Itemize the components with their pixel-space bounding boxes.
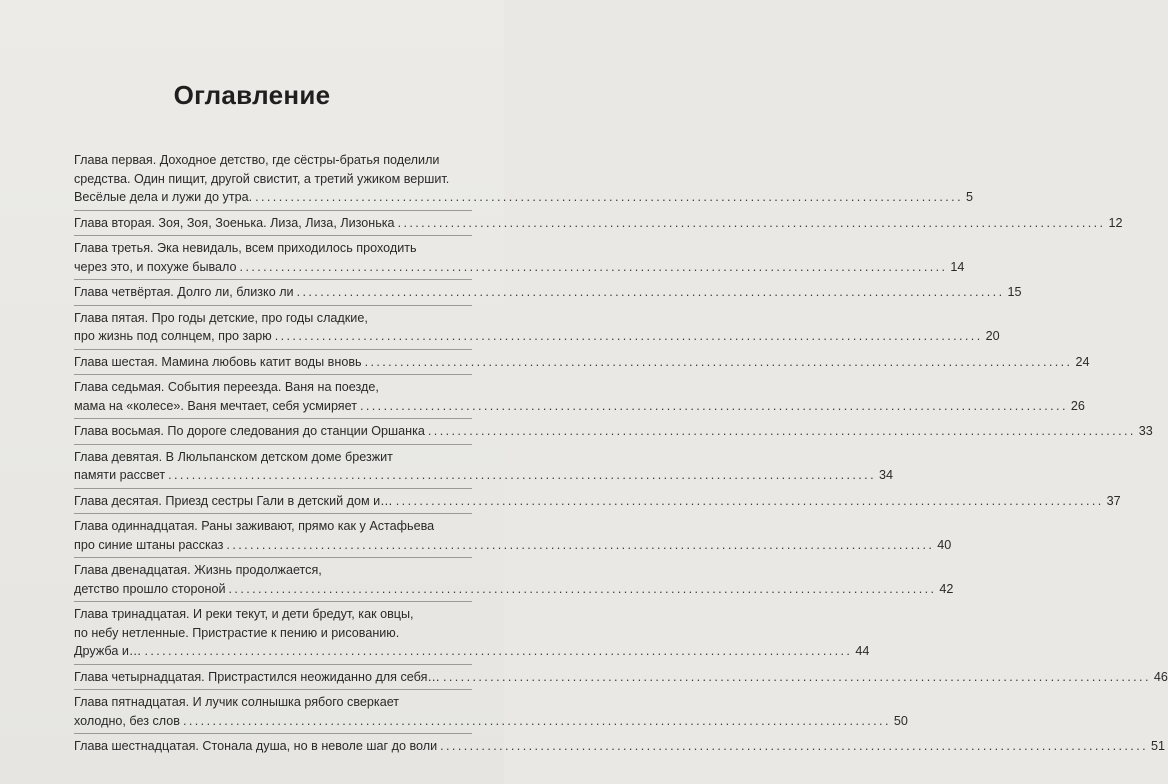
toc-entry-title: детство прошло стороной — [74, 581, 226, 596]
toc-page-number: 24 — [1075, 354, 1090, 369]
page-title: Оглавление — [173, 80, 331, 110]
toc-entry — [74, 445, 893, 489]
toc-entry-last-line — [74, 397, 1085, 416]
toc-entry-line: Глава пятнадцатая. И лучик солнышка рябого сверкает — [74, 695, 400, 709]
toc-entry-title: Дружба и… — [74, 644, 142, 658]
toc-entry-title: Глава четвёртая. Долго ли, близко ли — [74, 285, 294, 299]
toc-entry-last-line — [74, 214, 1123, 233]
toc-page-number: 40 — [937, 537, 952, 552]
toc-entry-last-line — [74, 536, 952, 555]
toc-entry-line: Глава двенадцатая. Жизнь продолжается, — [74, 563, 322, 577]
toc-entry-last-line — [74, 188, 973, 207]
dot-leader: ........................................................................................................................ — [144, 644, 853, 658]
dot-leader: ........................................................................................................................ — [296, 285, 1005, 299]
toc-page-number: 44 — [855, 644, 870, 658]
toc-entry — [74, 211, 1123, 237]
toc-entry-title: мама на «колесе». Ваня мечтает, себя усмиряет — [74, 398, 357, 413]
toc-page-number: 34 — [878, 468, 893, 482]
dot-leader: ........................................................................................................................ — [239, 259, 948, 274]
toc-entry — [74, 306, 1000, 350]
toc-entry-title: про синие штаны рассказ — [74, 537, 224, 552]
dot-leader: ........................................................................................................................ — [359, 398, 1068, 413]
toc-entry-title: Весёлые дела и лужи до утра. — [74, 190, 253, 204]
toc-entry-last-line — [74, 283, 1022, 302]
toc-entry-title: холодно, без слов — [74, 713, 180, 728]
toc-entry-title: про жизнь под солнцем, про зарю — [74, 329, 272, 343]
dot-leader: ........................................................................................................................ — [226, 537, 935, 552]
dot-leader: ........................................................................................................................ — [427, 424, 1136, 438]
toc-entry-title: Глава четырнадцатая. Пристрастился неожиданно для себя… — [74, 669, 440, 684]
toc-entry-last-line — [74, 466, 893, 485]
toc-entry-last-line — [74, 258, 965, 277]
toc-page-number: 26 — [1070, 398, 1085, 413]
toc-entry-line: Глава тринадцатая. И реки текут, и дети бредут, как овцы, — [74, 607, 414, 621]
toc-entry-line: Глава первая. Доходное детство, где сёстры-братья поделили — [74, 153, 440, 167]
toc-entry — [74, 350, 1090, 376]
toc-page-number: 33 — [1138, 424, 1153, 438]
toc-entry — [74, 236, 965, 280]
toc-entry-line: Глава третья. Эка невидаль, всем приходилось проходить — [74, 241, 417, 255]
toc-entry-last-line — [74, 422, 1153, 441]
dot-leader: ........................................................................................................................ — [395, 493, 1104, 508]
toc-entry — [74, 602, 870, 665]
toc-page-number: 14 — [950, 259, 965, 274]
table-of-contents — [74, 148, 1168, 759]
toc-page-number: 46 — [1153, 669, 1168, 684]
toc-entry-line: по небу нетленные. Пристрастие к пению и рисованию. — [74, 625, 400, 640]
dot-leader: ........................................................................................................................ — [274, 329, 983, 343]
toc-page-number: 42 — [939, 581, 954, 596]
toc-entry-last-line — [74, 737, 1166, 756]
dot-leader: ........................................................................................................................ — [182, 713, 891, 728]
dot-leader: ........................................................................................................................ — [228, 581, 937, 596]
toc-entry-line: Глава девятая. В Люльпанском детском доме брезжит — [74, 449, 393, 464]
toc-entry — [74, 489, 1121, 515]
toc-entry-title: памяти рассвет — [74, 468, 166, 482]
dot-leader: ........................................................................................................................ — [397, 215, 1106, 230]
toc-entry-line: Глава пятая. Про годы детские, про годы сладкие, — [74, 310, 368, 325]
toc-page-number: 50 — [893, 713, 908, 728]
toc-entry-last-line — [74, 642, 870, 661]
toc-entry-title: Глава восьмая. По дороге следования до станции Оршанка — [74, 424, 425, 438]
toc-entry-last-line — [74, 492, 1121, 511]
toc-page-number: 51 — [1151, 739, 1166, 753]
toc-entry-line: Глава одиннадцатая. Раны заживают, прямо как у Астафьева — [74, 519, 435, 533]
toc-page-number: 37 — [1106, 493, 1121, 508]
toc-entry — [74, 280, 1022, 306]
toc-entry-last-line — [74, 580, 954, 599]
toc-entry — [74, 419, 1153, 445]
toc-entry — [74, 665, 1168, 691]
toc-entry-last-line — [74, 712, 908, 731]
toc-entry-title: Глава вторая. Зоя, Зоя, Зоенька. Лиза, Лиза, Лизонька — [74, 215, 395, 230]
toc-entry-last-line — [74, 668, 1168, 687]
toc-entry-title: через это, и похуже бывало — [74, 259, 237, 274]
toc-page-number: 12 — [1108, 215, 1123, 230]
toc-entry-line: Глава седьмая. События переезда. Ваня на поезде, — [74, 380, 379, 394]
toc-entry — [74, 558, 954, 602]
toc-page-number: 20 — [985, 329, 1000, 343]
toc-entry — [74, 375, 1085, 419]
toc-entry-title: Глава десятая. Приезд сестры Гали в детский дом и… — [74, 493, 393, 508]
toc-entry-title: Глава шестая. Мамина любовь катит воды вновь — [74, 354, 362, 369]
dot-leader: ........................................................................................................................ — [168, 468, 876, 482]
toc-entry-title: Глава шестнадцатая. Стонала душа, но в неволе шаг до воли — [74, 739, 438, 753]
toc-entry — [74, 148, 973, 211]
toc-entry — [74, 734, 1166, 759]
toc-entry — [74, 514, 952, 558]
toc-entry-last-line — [74, 353, 1090, 372]
toc-page-number: 15 — [1007, 285, 1022, 299]
dot-leader: ........................................................................................................................ — [442, 669, 1151, 684]
toc-entry-line: средства. Один пищит, другой свистит, а третий ужиком вершит. — [74, 171, 450, 186]
dot-leader: ........................................................................................................................ — [255, 190, 963, 204]
dot-leader: ........................................................................................................................ — [440, 739, 1148, 753]
toc-entry — [74, 690, 908, 734]
dot-leader: ........................................................................................................................ — [364, 354, 1073, 369]
toc-page-number: 5 — [965, 190, 973, 204]
toc-entry-last-line — [74, 327, 1000, 346]
